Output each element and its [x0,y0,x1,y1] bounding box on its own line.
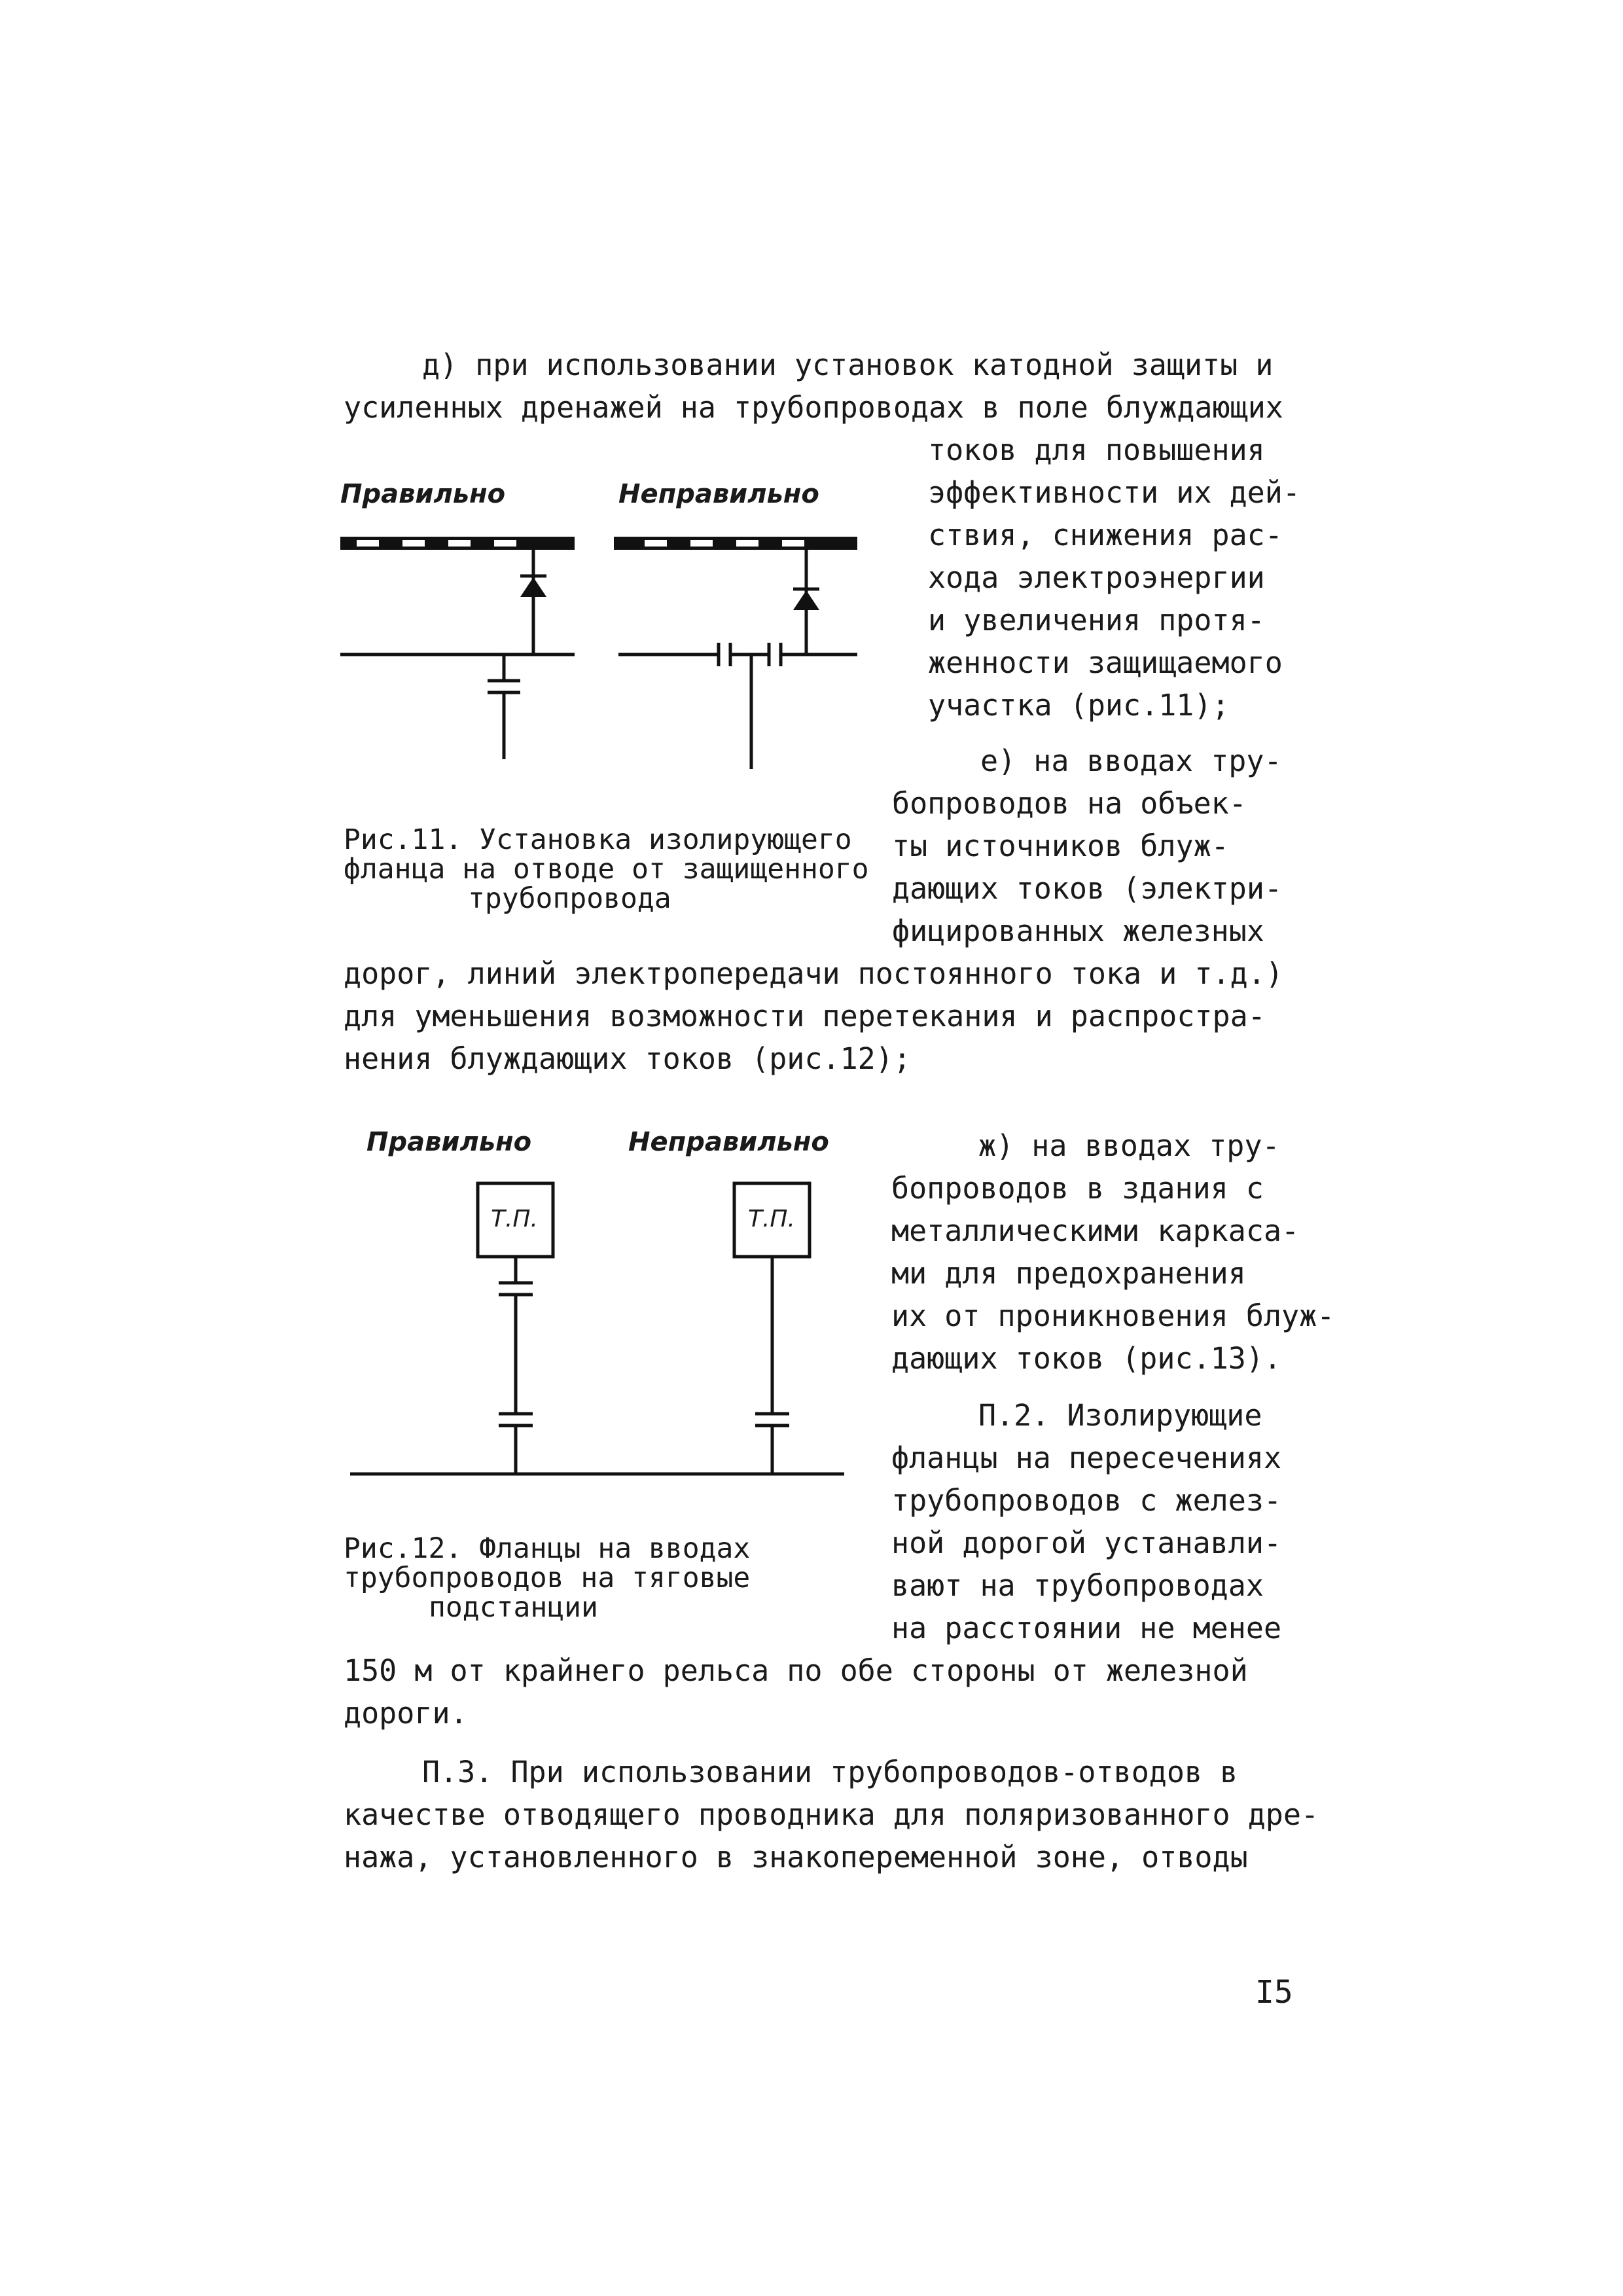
fig11-label-correct: Правильно [340,479,506,509]
paragraph-d-line-6: хода электроэнергии [928,560,1265,595]
paragraph-2-line-8: дороги. [344,1696,468,1731]
paragraph-2-line-4: ной дорогой устанавли- [891,1526,1282,1560]
paragraph-zh-line-3: металлическими каркаса- [891,1213,1300,1248]
paragraph-d-line-4: эффективности их дей- [928,475,1300,510]
fig11-label-incorrect: Неправильно [618,479,819,509]
fig12-caption-line-3: подстанции [429,1591,598,1624]
fig12-caption-line-1: Рис.12. Фланцы на вводах [344,1532,751,1565]
paragraph-2-line-2: фланцы на пересечениях [891,1441,1282,1475]
page-number: I5 [1255,1974,1293,2011]
paragraph-zh-line-1: ж) на вводах тру- [978,1128,1280,1163]
fig11-caption-line-3: трубопровода [468,882,671,915]
fig12-left-box-label: Т.П. [491,1206,538,1232]
paragraph-zh-line-6: дающих токов (рис.13). [891,1341,1282,1376]
paragraph-zh-line-2: бопроводов в здания с [891,1171,1264,1206]
fig12-caption-line-2: трубопроводов на тяговые [344,1562,751,1594]
paragraph-e-line-3: ты источников блуж- [892,829,1229,863]
paragraph-3-line-2: качестве отводящего проводника для поляризованного дре- [344,1797,1319,1832]
paragraph-d-line-3: токов для повышения [928,433,1265,467]
paragraph-e-line-7: для уменьшения возможности перетекания и распростра- [344,999,1266,1033]
fig12-right-box-label: Т.П. [748,1206,795,1232]
paragraph-e-line-1: е) на вводах тру- [980,744,1282,778]
paragraph-zh-line-5: их от проникновения блуж- [891,1299,1335,1333]
paragraph-2-line-1: П.2. Изолирующие [978,1398,1262,1433]
fig12-label-correct: Правильно [366,1127,532,1157]
paragraph-d-line-5: ствия, снижения рас- [928,518,1283,552]
paragraph-2-line-5: вают на трубопроводах [891,1568,1264,1603]
paragraph-d-line-7: и увеличения протя- [928,603,1265,637]
paragraph-e-line-5: фицированных железных [892,914,1264,948]
paragraph-d-line-1: д) при использовании установок катодной защиты и [422,348,1274,382]
fig11-caption-line-2: фланца на отводе от защищенного [344,853,869,886]
paragraph-2-line-3: трубопроводов с желез- [891,1483,1282,1518]
paragraph-zh-line-4: ми для предохранения [891,1256,1246,1291]
fig12-label-incorrect: Неправильно [628,1127,829,1157]
paragraph-d-line-8: женности защищаемого [928,645,1283,680]
paragraph-d-line-2: усиленных дренажей на трубопроводах в поле блуждающих [344,390,1283,425]
paragraph-e-line-4: дающих токов (электри- [892,871,1283,906]
fig11-caption-line-1: Рис.11. Установка изолирующего [344,823,852,856]
paragraph-e-line-6: дорог, линий электропередачи постоянного тока и т.д.) [344,956,1283,991]
paragraph-2-line-6: на расстоянии не менее [891,1611,1282,1645]
paragraph-e-line-2: бопроводов на объек- [892,786,1247,821]
paragraph-2-line-7: 150 м от крайнего рельса по обе стороны от железной [344,1653,1248,1688]
paragraph-3-line-3: нажа, установленного в знакопеременной зоне, отводы [344,1840,1248,1874]
paragraph-3-line-1: П.3. При использовании трубопроводов-отводов в [422,1755,1238,1789]
paragraph-e-line-8: нения блуждающих токов (рис.12); [344,1041,911,1076]
paragraph-d-line-9: участка (рис.11); [928,688,1230,723]
